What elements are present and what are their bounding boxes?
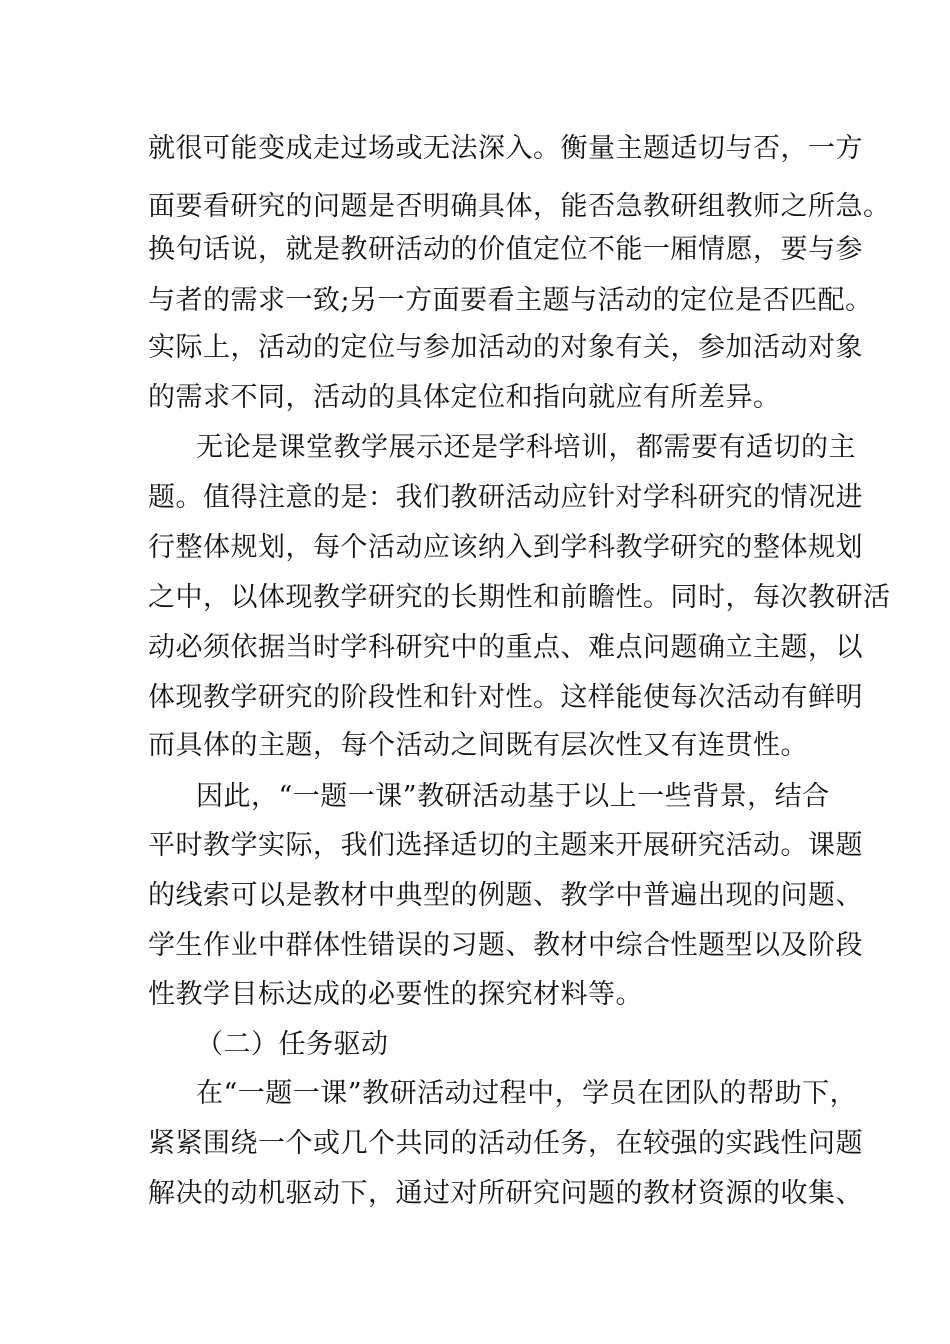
text-line: 解决的动机驱动下，通过对所研究问题的教材资源的收集、 <box>148 1178 863 1209</box>
text-line: 就很可能变成走过场或无法深入。衡量主题适切与否，一方 <box>148 133 863 164</box>
text-line: 与者的需求一致;另一方面要看主题与活动的定位是否匹配。 <box>148 285 873 316</box>
text-line: 的线索可以是教材中典型的例题、教学中普遍出现的问题、 <box>148 880 863 911</box>
text-line: 行整体规划，每个活动应该纳入到学科教学研究的整体规划 <box>148 532 863 563</box>
paragraph-first-line: 因此，“一题一课”教研活动基于以上一些背景，结合 <box>196 781 830 812</box>
text-line: 性教学目标达成的必要性的探究材料等。 <box>148 979 643 1010</box>
paragraph-first-line: 在“一题一课”教研活动过程中，学员在团队的帮助下， <box>196 1078 858 1109</box>
text-line: 紧紧围绕一个或几个共同的活动任务，在较强的实践性问题 <box>148 1128 863 1159</box>
text-line: 之中，以体现教学研究的长期性和前瞻性。同时，每次教研活 <box>148 582 891 613</box>
text-line: 而具体的主题，每个活动之间既有层次性又有连贯性。 <box>148 730 808 761</box>
text-line: 体现教学研究的阶段性和针对性。这样能使每次活动有鲜明 <box>148 682 863 713</box>
paragraph-first-line: 无论是课堂教学展示还是学科培训，都需要有适切的主 <box>196 432 856 463</box>
text-line: 的需求不同，活动的具体定位和指向就应有所差异。 <box>148 382 781 413</box>
text-line: 题。值得注意的是：我们教研活动应针对学科研究的情况进 <box>148 482 863 513</box>
text-line: 实际上，活动的定位与参加活动的对象有关，参加活动对象 <box>148 332 863 363</box>
text-line: 动必须依据当时学科研究中的重点、难点问题确立主题，以 <box>148 632 863 663</box>
text-line: 换句话说，就是教研活动的价值定位不能一厢情愿，要与参 <box>148 234 863 265</box>
text-line: 面要看研究的问题是否明确具体，能否急教研组教师之所急。 <box>148 191 891 222</box>
text-line: 平时教学实际，我们选择适切的主题来开展研究活动。课题 <box>148 830 863 861</box>
section-heading: （二）任务驱动 <box>196 1029 389 1060</box>
text-line: 学生作业中群体性错误的习题、教材中综合性题型以及阶段 <box>148 930 863 961</box>
